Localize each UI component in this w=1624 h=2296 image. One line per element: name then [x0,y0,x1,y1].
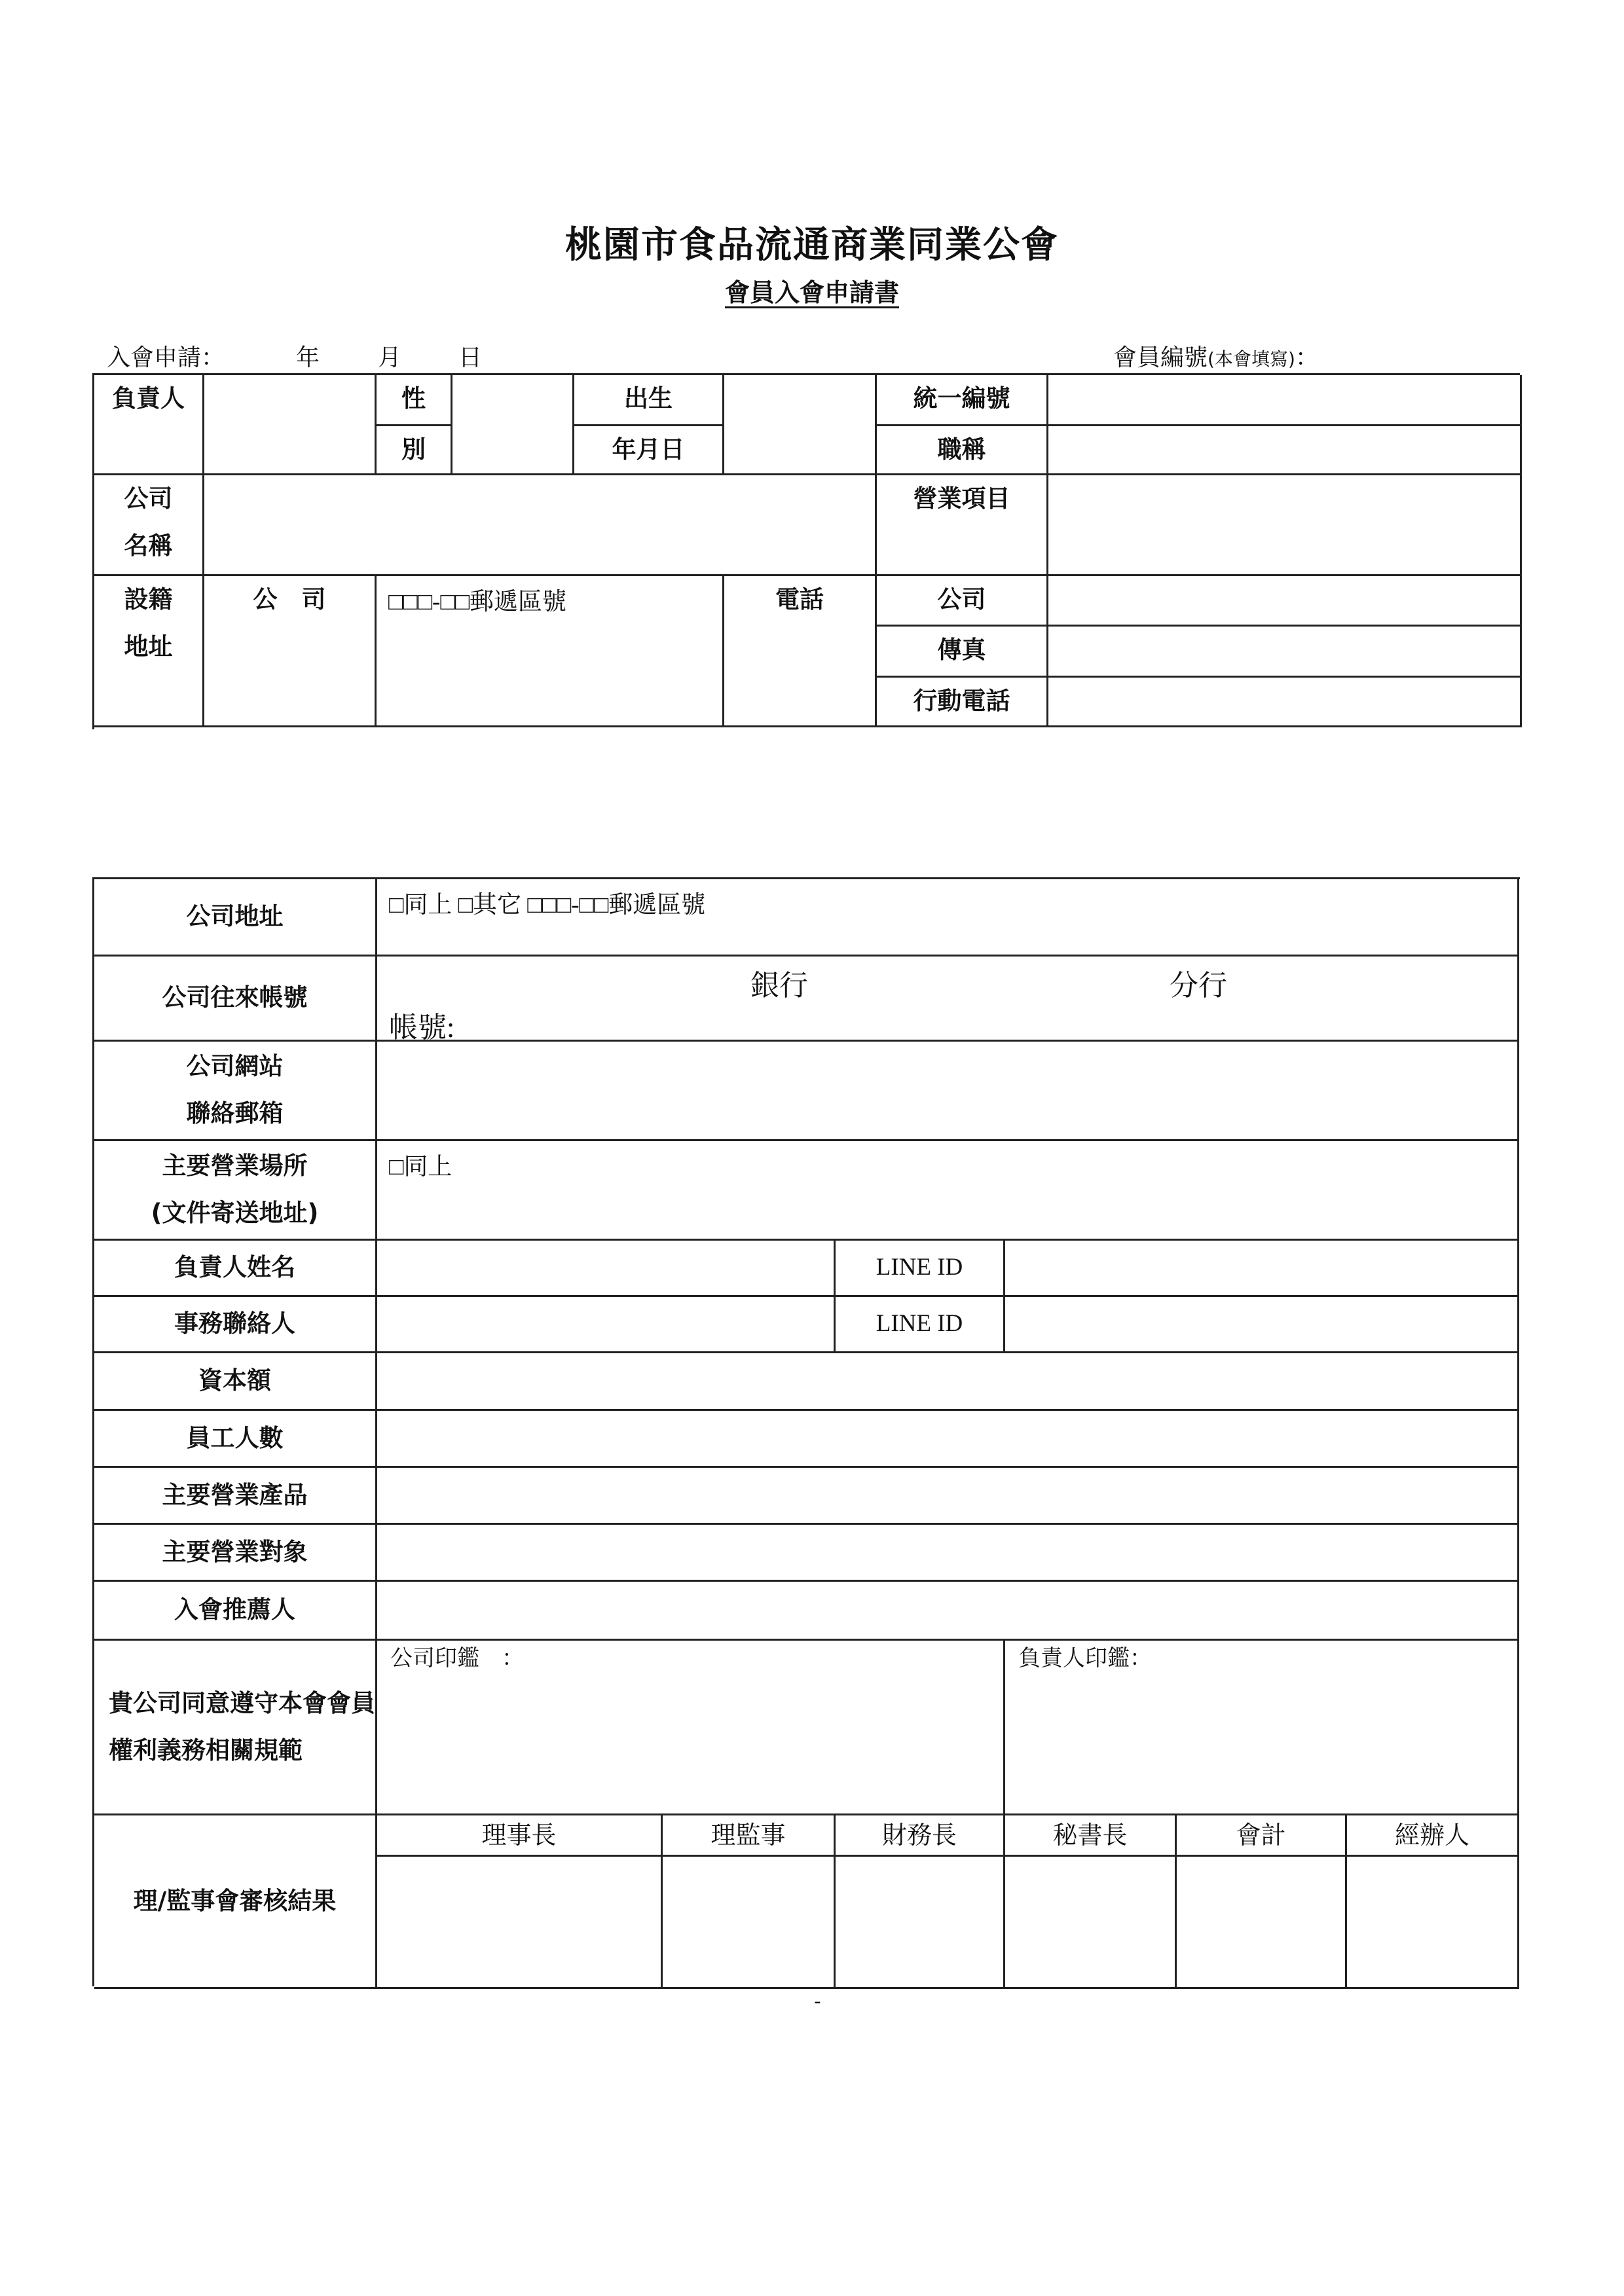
year-label: 年 [296,344,320,371]
company-address-label: 公司地址 [94,879,377,957]
review-role-handler: 經辦人 [1347,1815,1519,1857]
review-sign-director[interactable] [663,1857,836,1989]
owner-line-id-label: LINE ID [836,1241,1005,1297]
day-label: 日 [458,344,483,371]
agreement-text [94,1641,377,1815]
company-address-field[interactable]: □同上 □其它 □□□-□□郵遞區號 [377,879,1519,957]
job-title-label: 職稱 [877,426,1048,475]
owner-line-id-field[interactable] [1005,1241,1519,1297]
owner-name-label: 負責人姓名 [94,1241,377,1297]
bank-account-field[interactable] [377,957,1519,1042]
bank-account-label: 公司往來帳號 [94,957,377,1042]
member-number-note: (本會填寫) [1208,348,1295,370]
review-role-director: 理監事 [663,1815,836,1857]
review-result-label: 理/監事會審核結果 [94,1815,377,1989]
business-items-field[interactable] [1048,475,1522,576]
owner-label: 負責人 [94,375,204,475]
job-title-field[interactable] [1048,426,1522,475]
mobile-field[interactable] [1048,678,1522,727]
subtitle-text: 會員入會申請書 [724,278,899,307]
agreement-text-2: 權利義務相關規範 [109,1736,303,1764]
main-targets-field[interactable] [377,1525,1519,1582]
birth-label-1: 出生 [574,375,724,426]
main-place-field[interactable]: □同上 [377,1141,1519,1241]
company-seal-box[interactable] [377,1641,1005,1815]
birth-label-2: 年月日 [574,426,724,475]
contact-line-id-field[interactable] [1005,1297,1519,1353]
member-number-text: 會員編號 [1113,344,1208,371]
main-products-label: 主要營業產品 [94,1468,377,1525]
birth-field[interactable] [724,375,877,475]
recommender-label: 入會推薦人 [94,1582,377,1641]
phone-label: 電話 [724,576,877,727]
mobile-label: 行動電話 [877,678,1048,727]
tax-id-label: 統一編號 [877,375,1048,426]
bank-label: 銀行 [750,970,808,1002]
capital-label: 資本額 [94,1353,377,1411]
review-role-treasurer: 財務長 [836,1815,1005,1857]
gender-label-1: 性 [377,375,452,426]
apply-date-label: 入會申請： [107,344,225,371]
owner-field[interactable] [204,375,377,475]
main-targets-label: 主要營業對象 [94,1525,377,1582]
website-label: 公司網站 [186,1052,284,1080]
company-name-label [94,475,204,576]
month-label: 月 [378,344,402,371]
company-phone-field[interactable] [1048,576,1522,627]
main-place-label-2: (文件寄送地址) [151,1199,319,1228]
review-sign-accountant[interactable] [1177,1857,1347,1989]
review-role-accountant: 會計 [1177,1815,1347,1857]
registered-address-field[interactable]: □□□-□□郵遞區號 [377,576,724,727]
fax-field[interactable] [1048,627,1522,678]
contact-line-id-label: LINE ID [836,1297,1005,1353]
employees-label: 員工人數 [94,1411,377,1468]
registered-address-label-2: 地址 [124,632,173,661]
review-sign-chairman[interactable] [377,1857,663,1989]
email-label: 聯絡郵箱 [186,1099,284,1128]
business-items-label: 營業項目 [877,475,1048,576]
member-number-label [1113,339,1319,373]
registered-address-label [94,576,204,727]
basic-info-table [92,373,1520,729]
gender-field[interactable] [452,375,574,475]
website-email-field[interactable] [377,1042,1519,1141]
agreement-text-1: 貴公司同意遵守本會會員 [109,1688,375,1717]
main-place-label [94,1141,377,1241]
registered-company-label: 公 司 [204,576,377,727]
member-number-colon: ： [1295,344,1319,371]
capital-field[interactable] [377,1353,1519,1411]
review-role-secretary: 秘書長 [1005,1815,1177,1857]
company-phone-label: 公司 [877,576,1048,627]
company-seal-label: 公司印鑑 ： [390,1645,524,1671]
owner-name-field[interactable] [377,1241,836,1297]
review-role-chairman: 理事長 [377,1815,663,1857]
company-name-label-2: 名稱 [124,532,173,560]
website-email-label [94,1042,377,1141]
review-sign-treasurer[interactable] [836,1857,1005,1989]
branch-label: 分行 [1170,970,1227,1002]
account-number-label: 帳號: [389,1011,455,1044]
registered-address-label-1: 設籍 [124,585,173,613]
company-name-field[interactable] [204,475,877,576]
recommender-field[interactable] [377,1582,1519,1641]
company-name-label-1: 公司 [124,484,173,513]
owner-seal-box[interactable] [1005,1641,1519,1815]
fax-label: 傳真 [877,627,1048,678]
contact-label: 事務聯絡人 [94,1297,377,1353]
page-mark: - [814,1990,821,2013]
review-sign-handler[interactable] [1347,1857,1519,1989]
main-products-field[interactable] [377,1468,1519,1525]
document-title: 桃園市食品流通商業同業公會 [565,224,1059,266]
review-sign-secretary[interactable] [1005,1857,1177,1989]
main-place-label-1: 主要營業場所 [162,1152,308,1180]
gender-label-2: 別 [377,426,452,475]
owner-seal-label: 負責人印鑑： [1018,1645,1152,1671]
tax-id-field[interactable] [1048,375,1522,426]
document-subtitle [0,272,1624,308]
membership-details-table [92,877,1520,1986]
employees-field[interactable] [377,1411,1519,1468]
contact-field[interactable] [377,1297,836,1353]
